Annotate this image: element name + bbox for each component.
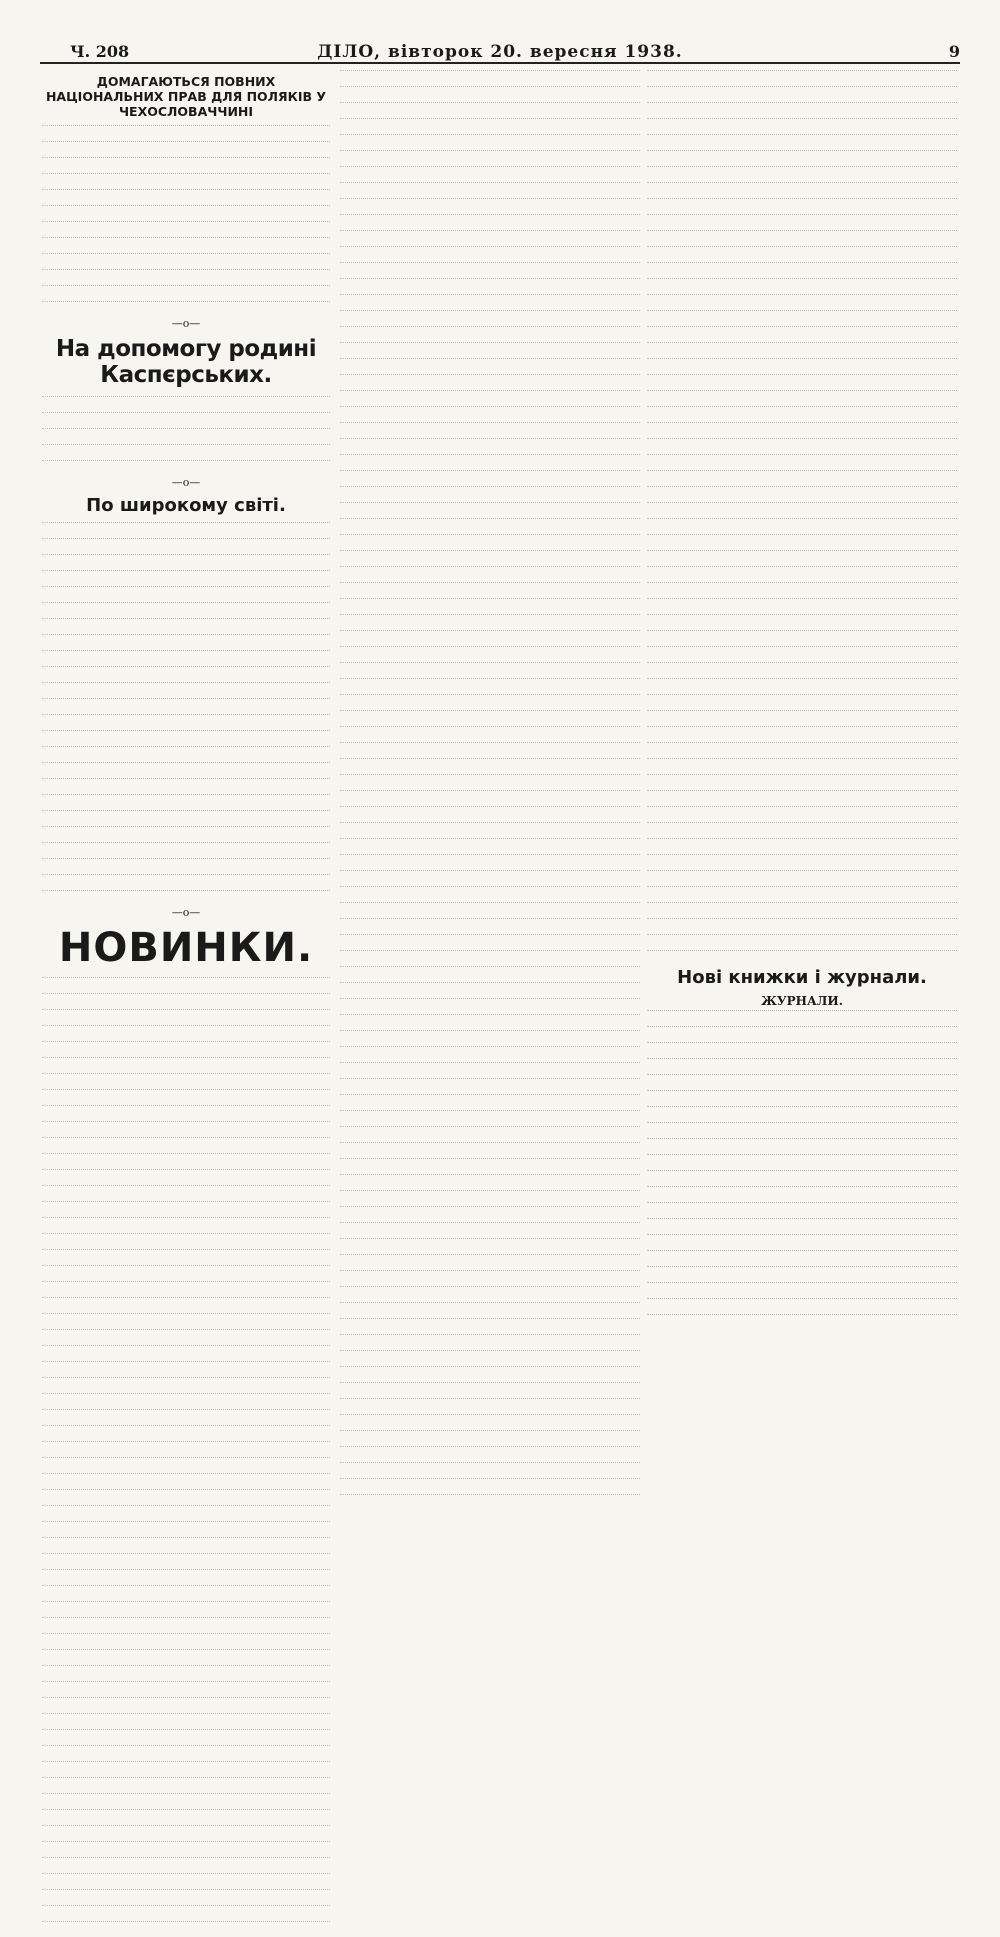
article-body-lines bbox=[647, 70, 957, 961]
article-body-lines bbox=[647, 1010, 957, 1325]
separator: —о— bbox=[171, 317, 201, 330]
column-1 bbox=[42, 70, 330, 1937]
article-body-lines bbox=[42, 396, 330, 471]
separator: —о— bbox=[171, 476, 201, 489]
article-body-lines bbox=[340, 70, 640, 1505]
page-number-left: Ч. 208 bbox=[70, 42, 130, 61]
headline-polish-rights: ДОМАГАЮТЬСЯ ПОВНИХ НАЦІОНАЛЬНИХ ПРАВ ДЛЯ ПОЛЯКІВ У ЧЕХОСЛОВАЧЧИНІ bbox=[45, 74, 327, 119]
masthead bbox=[40, 40, 960, 64]
headline-new-books: Нові книжки і журнали. bbox=[677, 967, 927, 988]
article-body-lines bbox=[42, 977, 330, 1932]
article-body-lines bbox=[42, 522, 330, 901]
column-2 bbox=[340, 70, 640, 1510]
article-body-lines bbox=[42, 125, 330, 312]
section-label-journals: ЖУРНАЛИ. bbox=[761, 994, 843, 1008]
newspaper-title-date: ДІЛО, вівторок 20. вересня 1938. bbox=[317, 42, 683, 62]
separator: —о— bbox=[171, 906, 201, 919]
page-number-right: 9 bbox=[948, 42, 960, 61]
headline-wide-world: По широкому світі. bbox=[86, 495, 286, 516]
headline-novynky: НОВИНКИ. bbox=[58, 925, 314, 971]
column-3 bbox=[647, 70, 957, 1330]
headline-kasperski: На допомогу родині Каспєрських. bbox=[55, 336, 317, 388]
